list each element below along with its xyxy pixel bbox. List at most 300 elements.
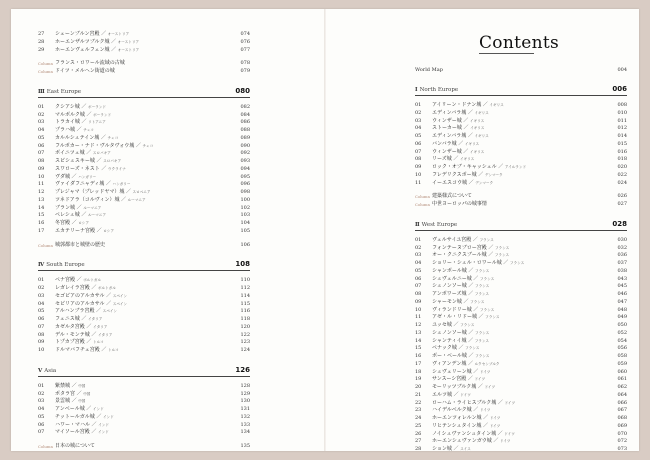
entry-number: 01 — [38, 382, 45, 389]
entry-page: 086 — [240, 119, 250, 126]
toc-row[interactable] — [38, 39, 250, 47]
toc-row[interactable] — [415, 172, 627, 180]
section-rule — [38, 376, 250, 377]
entry-name: ドルマバフチェ宮殿 ／ トルコ — [55, 347, 119, 353]
entry-name: エディンバラ城 ／ イギリス — [432, 133, 489, 139]
entry-name: エディンバラ城 ／ イギリス — [432, 109, 489, 116]
entry-page: 059 — [617, 360, 627, 367]
entry-page: 012 — [617, 125, 627, 132]
entry-page: 015 — [617, 140, 627, 147]
entry-country: チェコ — [83, 128, 94, 132]
entry-number: 05 — [415, 267, 422, 274]
section-header[interactable] — [38, 257, 250, 271]
entry-number: 08 — [415, 156, 422, 163]
entry-name: サンスーシ宮殿 ／ ドイツ — [432, 376, 486, 383]
entry-number: 05 — [415, 133, 422, 139]
toc-row[interactable] — [38, 308, 250, 316]
entry-country: チェコ — [107, 135, 119, 140]
entry-country: ドイツ — [474, 377, 486, 382]
toc-row[interactable] — [38, 398, 250, 406]
entry-page: 045 — [617, 283, 627, 290]
entry-title: ホーエンツォレルン城 — [432, 415, 482, 421]
column-row[interactable] — [38, 443, 250, 451]
entry-page: 132 — [240, 413, 250, 420]
entry-page: 056 — [617, 345, 627, 352]
entry-title: エカテリーナ宮殿 — [55, 227, 96, 234]
toc-row[interactable] — [38, 212, 250, 220]
entry-number: 23 — [415, 407, 422, 414]
entry-country: イギリス — [464, 141, 480, 146]
entry-title: ポタラ宮 — [55, 390, 76, 397]
entry-name: モーリッツブルク城 ／ ドイツ — [432, 384, 496, 390]
column-title: 中世ヨーロッパの城事情 — [432, 201, 487, 207]
entry-title: アルハンブラ宮殿 — [55, 308, 95, 315]
entry-name: ローハム・ライヒスブルク城 ／ ドイツ — [432, 399, 516, 406]
entry-country: スペイン — [102, 309, 118, 314]
entry-country: スロバキア — [92, 151, 111, 156]
toc-row[interactable] — [415, 407, 627, 415]
entry-country: フランス — [485, 315, 500, 320]
column-page: 078 — [240, 60, 250, 67]
toc-row[interactable] — [38, 406, 250, 414]
toc-row[interactable] — [38, 347, 250, 355]
column-row[interactable] — [415, 193, 627, 201]
entry-country: ドイツ — [460, 392, 471, 397]
toc-row[interactable] — [38, 285, 250, 293]
entry-number: 11 — [415, 314, 422, 321]
entry-number: 04 — [415, 260, 422, 266]
toc-row[interactable] — [415, 110, 627, 118]
entry-country: フランス — [475, 354, 490, 358]
entry-number: 08 — [415, 291, 422, 297]
entry-page: 115 — [240, 300, 250, 307]
toc-row[interactable] — [415, 322, 627, 330]
entry-number: 09 — [415, 164, 422, 170]
entry-name: フレデリクスボー城 ／ デンマーク — [432, 171, 503, 178]
toc-row[interactable] — [415, 353, 627, 361]
section-header[interactable] — [415, 82, 627, 96]
entry-number: 05 — [38, 308, 45, 315]
entry-page: 046 — [617, 291, 627, 297]
column-label: Column — [38, 69, 53, 74]
toc-row[interactable] — [38, 127, 250, 135]
entry-country: ロシア — [103, 228, 114, 233]
section-name: West Europe — [421, 221, 458, 228]
entry-number: 10 — [415, 171, 422, 178]
toc-row[interactable] — [38, 429, 250, 437]
entry-name: リヒテンシュタイン城 ／ ドイツ — [432, 422, 501, 429]
section-header[interactable] — [38, 363, 250, 377]
entry-country: フランス — [470, 299, 485, 304]
toc-row[interactable] — [415, 125, 627, 133]
book-spread — [11, 9, 639, 451]
toc-row[interactable] — [38, 293, 250, 301]
entry-country: リトアニア — [88, 120, 106, 125]
entry-name: シャンティイ城 ／ フランス — [432, 337, 489, 344]
contents-title-rule — [479, 53, 534, 54]
entry-number: 01 — [415, 102, 422, 108]
section-header[interactable] — [415, 217, 627, 231]
entry-page: 093 — [240, 158, 250, 164]
entry-number: 09 — [38, 165, 45, 172]
entry-name: オー・クニクスブール城 ／ フランス — [432, 252, 510, 259]
entry-page: 072 — [617, 438, 627, 445]
toc-row[interactable] — [415, 299, 627, 307]
column-title: 建築様式について — [432, 193, 472, 200]
entry-title: ボイニツェ城 — [55, 150, 85, 157]
entry-name: ハワー・マハル ／ インド — [55, 421, 109, 428]
entry-name: カルルシュテイン城 ／ チェコ — [55, 134, 119, 141]
toc-row[interactable] — [38, 324, 250, 332]
entry-page: 104 — [240, 220, 250, 226]
entry-name: ウィンザー城 ／ イギリス — [432, 117, 485, 124]
entry-title: イーエスコウ城 — [432, 179, 468, 186]
section-title — [38, 89, 81, 95]
column-label: Column — [38, 444, 53, 449]
toc-row[interactable] — [415, 180, 627, 188]
entry-title: セゴビアのアルカサル — [55, 292, 105, 299]
toc-row[interactable] — [415, 314, 627, 322]
entry-name: バンバラ城 ／ イギリス — [432, 140, 480, 147]
entry-page: 077 — [240, 46, 250, 53]
entry-number: 25 — [415, 422, 422, 429]
entry-number: 07 — [38, 323, 45, 330]
entry-country: フランス — [475, 268, 490, 273]
toc-row[interactable] — [38, 158, 250, 166]
entry-country: フランス — [465, 346, 480, 351]
entry-country: スペイン — [112, 293, 128, 298]
toc-row[interactable] — [38, 220, 250, 228]
entry-title: カルルシュテイン城 — [55, 134, 100, 141]
entry-title: シェーンブルン宮殿 — [55, 31, 100, 37]
entry-number: 01 — [415, 236, 422, 243]
toc-row[interactable] — [415, 141, 627, 149]
section-rule — [38, 97, 250, 98]
entry-country: インド — [92, 407, 104, 411]
entry-name: フルボカー・ナド・ヴルタヴォウ城 ／ チェコ — [55, 142, 154, 149]
entry-page: 067 — [617, 407, 627, 414]
toc-row[interactable] — [415, 376, 627, 384]
entry-name: ペレシュ城 ／ ルーマニア — [55, 212, 106, 219]
entry-page: 114 — [240, 292, 250, 299]
section-name: Asia — [44, 367, 57, 374]
entry-name: トラカイ城 ／ リトアニア — [55, 119, 106, 126]
entry-title: シャーモン城 — [432, 298, 462, 305]
entry-page: 133 — [240, 421, 250, 428]
toc-row[interactable] — [415, 345, 627, 353]
toc-row[interactable] — [415, 330, 627, 338]
entry-number: 20 — [415, 384, 422, 390]
entry-page: 089 — [240, 134, 250, 141]
entry-name: シャンボール城 ／ フランス — [432, 267, 490, 274]
entry-number: 09 — [38, 339, 45, 346]
toc-row[interactable] — [38, 189, 250, 197]
entry-title: スピシュスキー城 — [55, 158, 95, 164]
entry-name: ボー・ベール城 ／ フランス — [432, 353, 490, 359]
column-page: 027 — [617, 201, 627, 207]
toc-row[interactable] — [415, 164, 627, 172]
toc-row[interactable] — [415, 392, 627, 400]
toc-row[interactable] — [38, 135, 250, 143]
entry-name: スピシュスキー城 ／ スロバキア — [55, 158, 122, 164]
entry-page: 066 — [617, 399, 627, 406]
toc-row[interactable] — [38, 181, 250, 189]
entry-number: 27 — [415, 438, 422, 445]
entry-title: エルツ城 — [432, 391, 453, 398]
entry-country: トルコ — [93, 340, 104, 345]
entry-country: デンマーク — [484, 172, 503, 177]
entry-country: ドイツ — [504, 431, 515, 436]
entry-country: イギリス — [469, 149, 485, 154]
entry-country: スロバキア — [103, 159, 122, 163]
entry-name: 紫禁城 ／ 中国 — [55, 382, 86, 389]
entry-number: 04 — [38, 406, 45, 412]
entry-page: 131 — [240, 406, 250, 412]
column-row[interactable] — [415, 201, 627, 209]
entry-number: 28 — [38, 38, 45, 45]
entry-number: 06 — [38, 316, 45, 322]
entry-page: 038 — [617, 267, 627, 274]
toc-row[interactable] — [415, 361, 627, 369]
toc-row[interactable] — [38, 228, 250, 236]
entry-number: 17 — [415, 360, 422, 367]
section-number: Ⅲ — [38, 88, 45, 95]
entry-country: インド — [102, 414, 114, 419]
entry-page: 134 — [240, 429, 250, 436]
entry-number: 01 — [38, 103, 45, 110]
column-row[interactable] — [38, 60, 250, 68]
column-page: 026 — [617, 193, 627, 200]
entry-title: ユッセ城 — [432, 322, 452, 328]
entry-title: ハイデルベルク城 — [432, 407, 472, 414]
entry-page: 047 — [617, 298, 627, 305]
toc-row[interactable] — [415, 291, 627, 299]
entry-name: ペナック城 ／ フランス — [432, 345, 480, 352]
entry-country: イギリス — [474, 134, 489, 138]
entry-country: 中国 — [83, 391, 91, 396]
toc-row[interactable] — [38, 316, 250, 324]
section-header[interactable] — [38, 84, 250, 98]
entry-country: スペイン — [112, 301, 128, 306]
entry-number: 02 — [38, 390, 45, 397]
entry-title: ヴェルサイユ宮殿 — [432, 236, 472, 243]
entry-title: フォンテーヌブロー宮殿 — [432, 244, 487, 251]
spacer — [415, 74, 627, 80]
entry-number: 02 — [38, 285, 45, 291]
entry-country: アイルランド — [504, 165, 527, 169]
entry-number: 19 — [415, 376, 422, 383]
toc-row[interactable] — [38, 197, 250, 205]
entry-title: アンベール城 — [55, 406, 85, 412]
entry-country: フランス — [479, 237, 494, 242]
entry-page: 105 — [240, 227, 250, 234]
entry-title: ヴィアンデン城 — [432, 360, 467, 367]
entry-number: 11 — [38, 181, 45, 188]
entry-title: ウィンザー城 — [432, 117, 462, 124]
entry-number: 18 — [415, 368, 422, 375]
column-row[interactable] — [38, 68, 250, 76]
entry-title: レガレイラ宮殿 — [55, 285, 90, 291]
entry-country: 中国 — [78, 399, 86, 404]
entry-page: 008 — [617, 102, 627, 108]
entry-country: インド — [98, 430, 109, 435]
entry-number: 17 — [38, 227, 45, 234]
entry-title: ヴダ城 — [55, 173, 70, 180]
entry-name: ユッセ城 ／ フランス — [432, 322, 475, 328]
entry-title: トラカイ城 — [55, 119, 80, 126]
entry-page: 074 — [240, 31, 250, 37]
entry-name: 冬宮殿 ／ ロシア — [55, 220, 89, 226]
entry-name: エカテリーナ宮殿 ／ ロシア — [55, 227, 114, 234]
entry-name: ショリー・シュル・ロワール城 ／ フランス — [432, 260, 525, 266]
toc-row[interactable] — [38, 150, 250, 158]
entry-title: トプカプ宮殿 — [55, 339, 85, 346]
toc-row[interactable] — [415, 268, 627, 276]
entry-number: 12 — [38, 189, 45, 195]
entry-number: 27 — [38, 31, 45, 37]
entry-country: ドイツ — [479, 369, 491, 374]
entry-number: 13 — [415, 329, 422, 336]
entry-name: リーズ城 ／ イギリス — [432, 156, 475, 163]
entry-country: スイス — [460, 447, 471, 451]
section-name: South Europe — [46, 262, 85, 269]
column-title: 日本の城について — [55, 443, 95, 449]
entry-name: マイソール宮殿 ／ インド — [55, 429, 109, 436]
entry-name: ウィンザー城 ／ イギリス — [432, 148, 485, 155]
entry-number: 10 — [38, 173, 45, 180]
toc-row[interactable] — [415, 415, 627, 423]
entry-page: 088 — [240, 127, 250, 133]
toc-row[interactable] — [38, 383, 250, 391]
entry-name: ヴェルサイユ宮殿 ／ フランス — [432, 236, 494, 243]
column-title: 城郭都市と城壁の歴史 — [55, 241, 106, 248]
entry-country: イギリス — [470, 126, 485, 131]
entry-name: シャーモン城 ／ フランス — [432, 298, 485, 305]
entry-country: イギリス — [459, 157, 475, 162]
entry-page: 062 — [617, 384, 627, 390]
entry-number: 09 — [415, 298, 422, 305]
entry-name: フォンテーヌブロー宮殿 ／ フランス — [432, 244, 510, 251]
entry-name: スワローズ・ネスト ／ ウクライナ — [55, 165, 126, 172]
entry-title: チットールガル城 — [55, 413, 95, 420]
column-row[interactable] — [38, 242, 250, 250]
entry-country: フランス — [494, 253, 510, 258]
toc-row[interactable] — [415, 446, 627, 454]
entry-page: 100 — [240, 196, 250, 203]
entry-page: 064 — [617, 391, 627, 398]
section-rule — [38, 270, 250, 271]
entry-name: ペナ宮殿 ／ ポルトガル — [55, 277, 102, 284]
toc-row[interactable] — [415, 156, 627, 164]
entry-country: フランス — [494, 245, 510, 250]
toc-row[interactable] — [38, 414, 250, 422]
entry-title: カゼルタ宮殿 — [55, 323, 85, 330]
toc-row[interactable] — [415, 384, 627, 392]
entry-title: ヴァイダフニャディ城 — [55, 181, 105, 188]
entry-title: リヒテンシュタイン城 — [432, 422, 482, 429]
toc-row[interactable] — [38, 277, 250, 285]
entry-number: 04 — [38, 300, 45, 307]
entry-page: 070 — [617, 430, 627, 437]
entry-number: 03 — [415, 252, 422, 259]
entry-name: ロック・オブ・キャッシェル ／ アイルランド — [432, 164, 527, 170]
entry-number: 08 — [38, 331, 45, 338]
toc-row[interactable] — [415, 237, 627, 245]
toc-row[interactable] — [38, 339, 250, 347]
entry-number: 14 — [38, 204, 45, 211]
entry-page: 124 — [240, 347, 250, 353]
entry-name: アンベール城 ／ インド — [55, 406, 104, 412]
entry-page: 123 — [240, 339, 250, 346]
toc-row[interactable] — [38, 47, 250, 55]
toc-row[interactable] — [415, 252, 627, 260]
toc-row[interactable] — [38, 31, 250, 39]
entry-page: 032 — [617, 244, 627, 251]
entry-name: レガレイラ宮殿 ／ ポルトガル — [55, 285, 116, 291]
toc-row[interactable] — [415, 102, 627, 110]
toc-row[interactable] — [38, 119, 250, 127]
entry-title: プレジャマ（プレッドヤマ）城 — [55, 189, 125, 195]
entry-title: ウィンザー城 — [432, 148, 462, 155]
toc-row[interactable] — [415, 283, 627, 291]
entry-page: 116 — [240, 308, 250, 315]
entry-title: ハワー・マハル — [55, 421, 90, 428]
entry-name: アイリーン・ドナン城 ／ イギリス — [432, 102, 504, 108]
section-number: Ⅱ — [415, 221, 420, 228]
entry-name: ヴィアンデン城 ／ ルクセンブルク — [432, 360, 500, 367]
left-toc-column — [38, 31, 250, 457]
book-gutter — [324, 9, 326, 451]
entry-country: フランス — [474, 338, 489, 343]
entry-title: エディンバラ城 — [432, 109, 467, 116]
entry-country: イタリア — [87, 317, 103, 321]
entry-country: ハンガリー — [78, 174, 97, 179]
entry-title: ボー・ベール城 — [432, 353, 467, 359]
section-number: Ⅳ — [38, 262, 45, 269]
toc-row[interactable] — [415, 438, 627, 446]
entry-title: ヴィランドリー城 — [432, 306, 472, 313]
entry-page: 122 — [240, 331, 250, 338]
right-sections — [415, 74, 627, 460]
entry-name: ブラン城 ／ ルーマニア — [55, 204, 102, 211]
entry-page: 073 — [617, 446, 627, 452]
entry-title: デル・モンテ城 — [55, 331, 90, 338]
entry-name: シュヴェルニー城 ／ フランス — [432, 275, 495, 282]
entry-number: 26 — [415, 430, 422, 437]
entry-page: 054 — [617, 337, 627, 344]
toc-row[interactable] — [415, 260, 627, 268]
toc-row[interactable] — [415, 423, 627, 431]
entry-title: アゼ・ル・リドー城 — [432, 314, 477, 321]
toc-row[interactable] — [38, 166, 250, 174]
entry-page: 030 — [617, 236, 627, 243]
toc-row[interactable] — [415, 133, 627, 141]
entry-country: イタリア — [93, 324, 108, 329]
world-map-entry[interactable] — [415, 66, 627, 74]
entry-title: ドルマバフチェ宮殿 — [55, 347, 100, 353]
entry-number: 06 — [38, 142, 45, 149]
entry-name: ヴダ城 ／ ハンガリー — [55, 173, 97, 180]
entry-title: ション城 — [432, 446, 452, 452]
entry-title: ブラン城 — [55, 204, 76, 211]
entry-page: 011 — [617, 117, 627, 124]
entry-number: 15 — [415, 345, 422, 352]
entry-number: 16 — [415, 353, 422, 359]
entry-name: シュヴェリーン城 ／ ドイツ — [432, 368, 491, 375]
spacer — [415, 209, 627, 215]
toc-row[interactable] — [38, 104, 250, 112]
entry-country: フランス — [474, 292, 490, 296]
